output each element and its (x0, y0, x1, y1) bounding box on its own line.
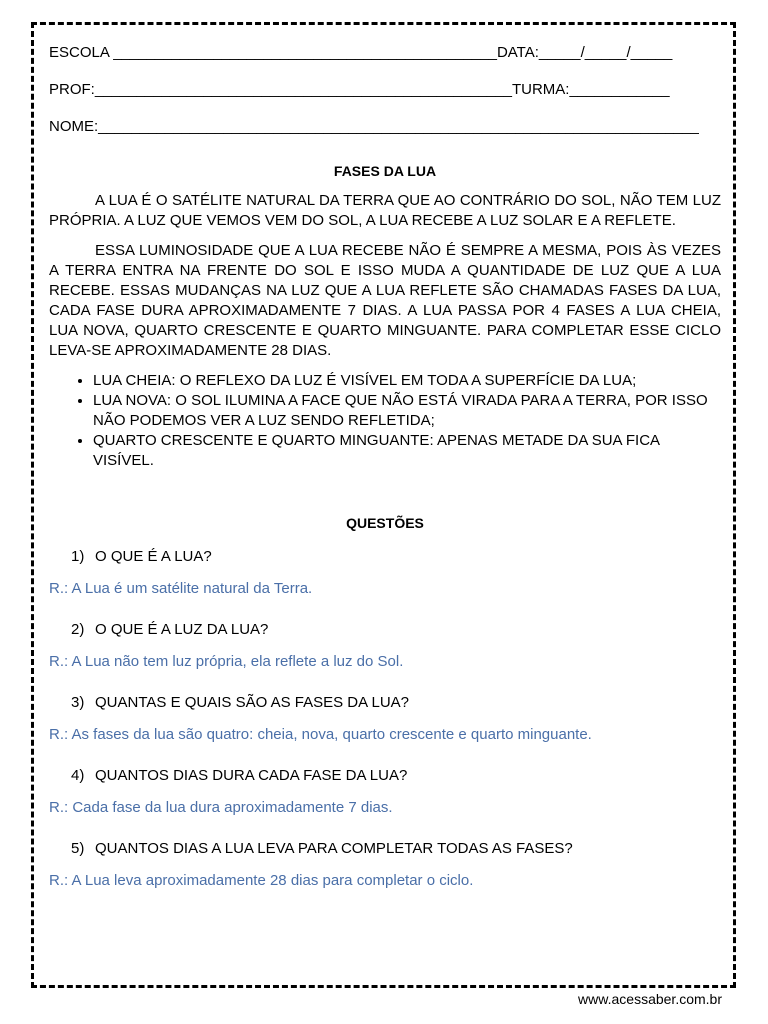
question-5 (49, 839, 721, 859)
list-item: • LUA CHEIA: O REFLEXO DA LUZ É VISÍVEL EM TODA A SUPERFÍCIE DA LUA; (93, 371, 721, 391)
footer-url: www.acessaber.com.br (578, 991, 722, 1007)
name-line: NOME:________________________________________________________________________ (49, 118, 699, 135)
answer-2: R.: A Lua não tem luz própria, ela reflete a luz do Sol. (49, 653, 404, 670)
question-text: QUANTAS E QUAIS SÃO AS FASES DA LUA? (95, 694, 409, 711)
questions-title: QUESTÕES (346, 515, 424, 531)
page-title: FASES DA LUA (333, 163, 437, 179)
phases-list (49, 371, 721, 471)
question-text: O QUE É A LUA? (95, 548, 212, 565)
list-item: • LUA NOVA: O SOL ILUMINA A FACE QUE NÃO ESTÁ VIRADA PARA A TERRA, POR ISSO NÃO PODEMOS VER A LUZ SENDO REFLETIDA; (93, 391, 721, 431)
paragraph-1: A LUA É O SATÉLITE NATURAL DA TERRA QUE AO CONTRÁRIO DO SOL, NÃO TEM LUZ PRÓPRIA. A LUZ QUE VEMOS VEM DO SOL, A LUA RECEBE A LUZ SOLAR E A REFLETE. (49, 192, 721, 229)
teacher-class-line: PROF:__________________________________________________TURMA:____________ (49, 81, 670, 98)
question-2 (49, 620, 721, 640)
question-4 (49, 766, 721, 786)
question-number: 3) (71, 694, 85, 711)
worksheet-border (31, 22, 736, 988)
question-text: QUANTOS DIAS DURA CADA FASE DA LUA? (95, 767, 408, 784)
question-number: 5) (71, 840, 85, 857)
question-text: O QUE É A LUZ DA LUA? (95, 621, 269, 638)
answer-5: R.: A Lua leva aproximadamente 28 dias para completar o ciclo. (49, 872, 474, 889)
answer-3: R.: As fases da lua são quatro: cheia, nova, quarto crescente e quarto minguante. (49, 726, 592, 743)
worksheet-content (49, 43, 721, 912)
school-date-line: ESCOLA ______________________________________________DATA:_____/_____/_____ (49, 44, 673, 61)
question-number: 2) (71, 621, 85, 638)
answer-4: R.: Cada fase da lua dura aproximadamente 7 dias. (49, 799, 393, 816)
question-1 (49, 547, 721, 567)
question-number: 4) (71, 767, 85, 784)
paragraph-2: ESSA LUMINOSIDADE QUE A LUA RECEBE NÃO É SEMPRE A MESMA, POIS ÀS VEZES A TERRA ENTRA NA FRENTE DO SOL E ISSO MUDA A QUANTIDADE DE LUZ QUE A LUA RECEBE. ESSAS MUDANÇAS NA LUZ QUE A LUA REFLETE SÃO CHAMADAS FASES DA LUA, CADA FASE DURA APROXIMADAMENTE 7 DIAS. A LUA PASSA POR 4 FASES A LUA CHEIA, LUA NOVA, QUARTO CRESCENTE E QUARTO MINGUANTE. PARA COMPLETAR ESSE CICLO LEVA-SE APROXIMADAMENTE 28 DIAS. (49, 242, 721, 359)
list-item: • QUARTO CRESCENTE E QUARTO MINGUANTE: APENAS METADE DA SUA FICA VISÍVEL. (93, 431, 721, 471)
answer-1: R.: A Lua é um satélite natural da Terra. (49, 580, 313, 597)
question-number: 1) (71, 548, 85, 565)
question-text: QUANTOS DIAS A LUA LEVA PARA COMPLETAR TODAS AS FASES? (95, 840, 573, 857)
question-3 (49, 693, 721, 713)
